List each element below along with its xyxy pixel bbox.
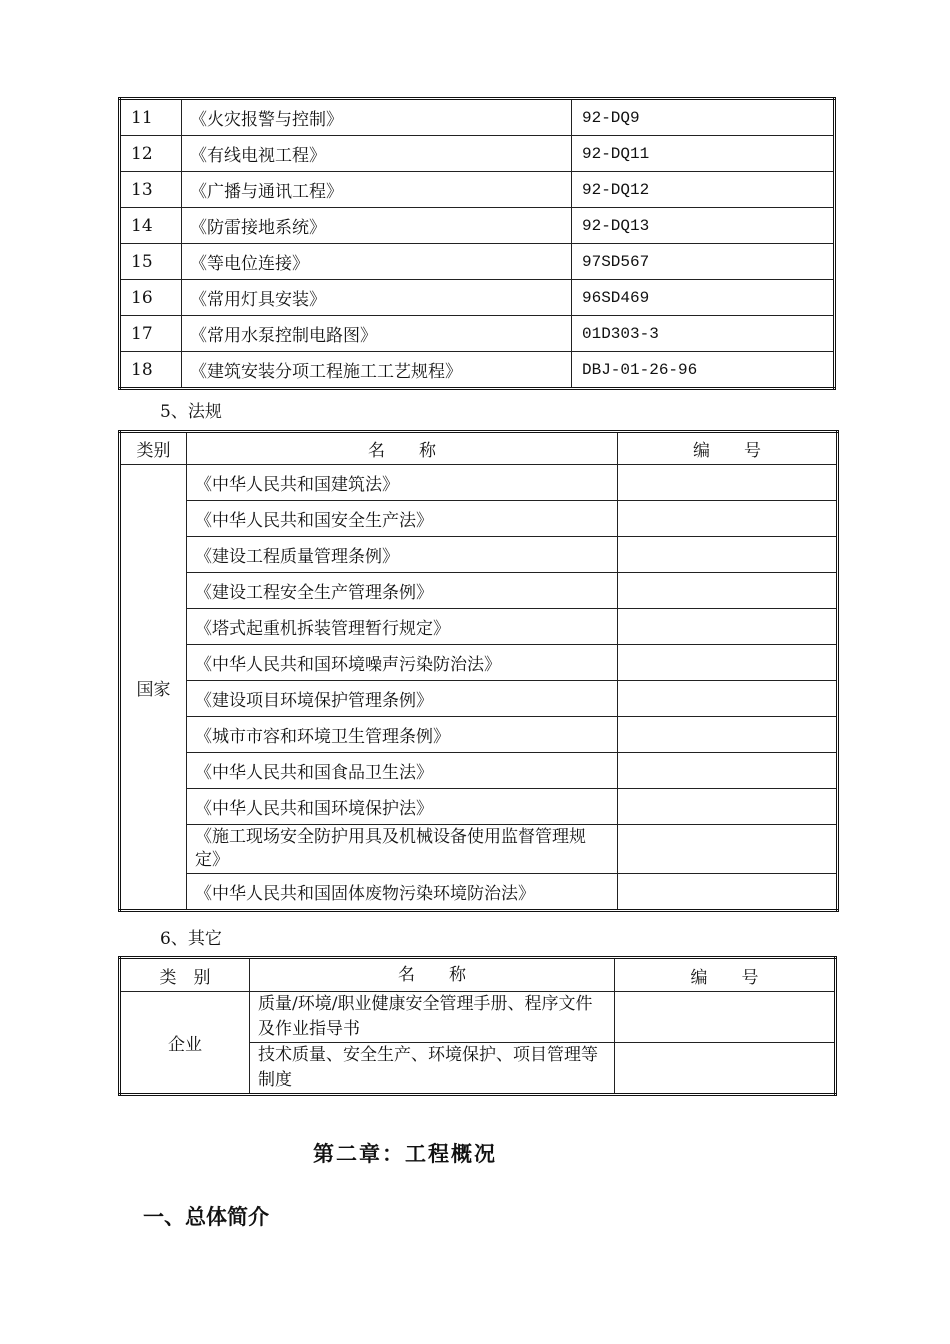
table-row: [120, 753, 838, 789]
table-row: [120, 874, 838, 911]
regulations-table: [118, 430, 839, 912]
table-row: [120, 465, 838, 501]
table-row: [120, 537, 838, 573]
table-header-row: [120, 958, 836, 992]
chapter-title: 第二章：工程概况: [313, 1142, 497, 1166]
row-number: 12: [120, 136, 182, 172]
table-row: [120, 208, 835, 244]
header-category: 类别: [120, 432, 187, 465]
header-code: 编 号: [618, 432, 838, 465]
table-row: [120, 645, 838, 681]
standard-code: 92-DQ13: [572, 208, 835, 244]
regulation-code: [618, 609, 838, 645]
row-number: 14: [120, 208, 182, 244]
row-number: 17: [120, 316, 182, 352]
document-name: 技术质量、安全生产、环境保护、项目管理等制度: [250, 1043, 615, 1095]
document-name: 质量/环境/职业健康安全管理手册、程序文件及作业指导书: [250, 992, 615, 1043]
table-row: [120, 501, 838, 537]
table-row: [120, 717, 838, 753]
document-code: [615, 992, 836, 1043]
section-6-heading: 6、其它: [160, 929, 222, 949]
standard-name: 《常用水泵控制电路图》: [182, 316, 572, 352]
standard-name: 《等电位连接》: [182, 244, 572, 280]
regulation-name: 《中华人民共和国食品卫生法》: [187, 753, 618, 789]
regulation-name: 《中华人民共和国环境噪声污染防治法》: [187, 645, 618, 681]
regulation-name: 《中华人民共和国环境保护法》: [187, 789, 618, 825]
section-5-heading: 5、法规: [160, 402, 222, 422]
document-code: [615, 1043, 836, 1095]
regulation-code: [618, 465, 838, 501]
regulation-code: [618, 645, 838, 681]
regulation-code: [618, 825, 838, 874]
regulation-name: 《塔式起重机拆装管理暂行规定》: [187, 609, 618, 645]
other-documents-table: [118, 956, 837, 1096]
row-number: 15: [120, 244, 182, 280]
standard-name: 《火灾报警与控制》: [182, 99, 572, 136]
table-row: [120, 244, 835, 280]
standard-name: 《建筑安装分项工程施工工艺规程》: [182, 352, 572, 389]
standard-code: 92-DQ9: [572, 99, 835, 136]
row-number: 11: [120, 99, 182, 136]
regulation-name: 《城市市容和环境卫生管理条例》: [187, 717, 618, 753]
standard-code: 01D303-3: [572, 316, 835, 352]
section-title: 一、总体简介: [143, 1205, 269, 1229]
regulation-code: [618, 753, 838, 789]
standard-code: 92-DQ12: [572, 172, 835, 208]
category-cell: 国家: [120, 465, 187, 911]
header-name: 名 称: [187, 432, 618, 465]
regulation-name: 《建设工程安全生产管理条例》: [187, 573, 618, 609]
table-row: [120, 609, 838, 645]
standard-name: 《常用灯具安装》: [182, 280, 572, 316]
regulation-code: [618, 874, 838, 911]
regulation-code: [618, 681, 838, 717]
category-cell: 企业: [120, 992, 250, 1095]
regulation-name: 《中华人民共和国建筑法》: [187, 465, 618, 501]
table-row: [120, 316, 835, 352]
table-row: [120, 352, 835, 389]
table-row: [120, 172, 835, 208]
regulation-code: [618, 501, 838, 537]
standard-code: 97SD567: [572, 244, 835, 280]
standard-code: DBJ-01-26-96: [572, 352, 835, 389]
table-row: [120, 825, 838, 874]
row-number: 13: [120, 172, 182, 208]
table-row: [120, 136, 835, 172]
table-row: [120, 992, 836, 1043]
table-row: [120, 681, 838, 717]
header-category: 类 别: [120, 958, 250, 992]
standard-name: 《防雷接地系统》: [182, 208, 572, 244]
table-row: [120, 573, 838, 609]
table-row: [120, 280, 835, 316]
regulation-code: [618, 717, 838, 753]
regulation-name: 《施工现场安全防护用具及机械设备使用监督管理规定》: [187, 825, 618, 874]
table-header-row: [120, 432, 838, 465]
header-name: 名 称: [250, 958, 615, 992]
standards-table: [118, 97, 836, 390]
regulation-name: 《中华人民共和国固体废物污染环境防治法》: [187, 874, 618, 911]
row-number: 16: [120, 280, 182, 316]
standard-code: 96SD469: [572, 280, 835, 316]
regulation-code: [618, 537, 838, 573]
table-row: [120, 789, 838, 825]
header-code: 编 号: [615, 958, 836, 992]
standard-name: 《广播与通讯工程》: [182, 172, 572, 208]
regulation-code: [618, 573, 838, 609]
standard-code: 92-DQ11: [572, 136, 835, 172]
regulation-name: 《建设工程质量管理条例》: [187, 537, 618, 573]
regulation-name: 《建设项目环境保护管理条例》: [187, 681, 618, 717]
table-row: [120, 99, 835, 136]
standard-name: 《有线电视工程》: [182, 136, 572, 172]
row-number: 18: [120, 352, 182, 389]
regulation-name: 《中华人民共和国安全生产法》: [187, 501, 618, 537]
regulation-code: [618, 789, 838, 825]
